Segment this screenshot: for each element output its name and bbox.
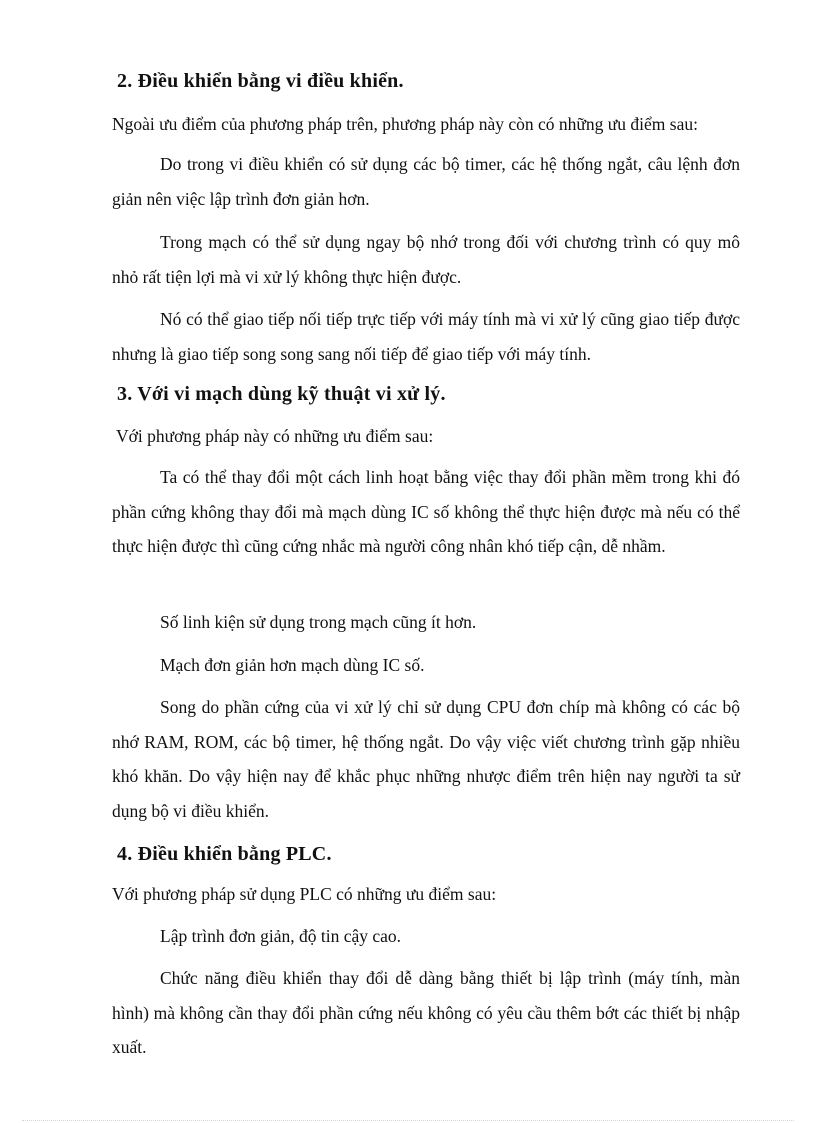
section-3-paragraph: Song do phần cứng của vi xử lý chỉ sử dụng CPU đơn chíp mà không có các bộ nhớ RAM, ROM, các bộ timer, hệ thống ngắt. Do vậy việc viết chương trình gặp nhiều khó khăn. Do vậy hiện nay để khắc phục những nhược điểm trên hiện nay người ta sử dụng bộ vi điều khiển. <box>112 697 740 821</box>
section-2-paragraph: Trong mạch có thể sử dụng ngay bộ nhớ trong đối với chương trình có quy mô nhỏ rất tiện lợi mà vi xử lý không thực hiện được. <box>112 232 740 287</box>
section-2-intro: Ngoài ưu điểm của phương pháp trên, phương pháp này còn có những ưu điểm sau: <box>112 114 698 134</box>
section-2-paragraph: Nó có thể giao tiếp nối tiếp trực tiếp với máy tính mà vi xử lý cũng giao tiếp được nhưng là giao tiếp song song sang nối tiếp để giao tiếp với máy tính. <box>112 309 740 364</box>
section-4-paragraph: Lập trình đơn giản, độ tin cậy cao. <box>160 926 402 946</box>
section-3-heading: 3. Với vi mạch dùng kỹ thuật vi xử lý. <box>117 383 446 405</box>
section-4-paragraph: Chức năng điều khiển thay đổi dễ dàng bằng thiết bị lập trình (máy tính, màn hình) mà không cần thay đổi phần cứng nếu không có yêu cầu thêm bớt các thiết bị nhập xuất. <box>112 968 740 1057</box>
section-3-paragraph: Ta có thể thay đổi một cách linh hoạt bằng việc thay đổi phần mềm trong khi đó phần cứng không thay đổi mà mạch dùng IC số không thể thực hiện được mà nếu có thể thực hiện được thì cũng cứng nhắc mà người công nhân khó tiếp cận, dễ nhầm. <box>112 467 740 556</box>
section-2-heading: 2. Điều khiển bằng vi điều khiển. <box>117 70 404 92</box>
section-4-intro: Với phương pháp sử dụng PLC có những ưu điểm sau: <box>112 884 497 904</box>
page-bottom-divider <box>22 1120 794 1121</box>
section-4-heading: 4. Điều khiển bằng PLC. <box>117 843 332 865</box>
section-3-paragraph: Số linh kiện sử dụng trong mạch cũng ít hơn. <box>160 612 477 632</box>
section-2-paragraph: Do trong vi điều khiển có sử dụng các bộ timer, các hệ thống ngắt, câu lệnh đơn giản nên việc lập trình đơn giản hơn. <box>112 154 740 209</box>
section-3-intro: Với phương pháp này có những ưu điểm sau: <box>116 426 434 446</box>
section-3-paragraph: Mạch đơn giản hơn mạch dùng IC số. <box>160 655 425 675</box>
